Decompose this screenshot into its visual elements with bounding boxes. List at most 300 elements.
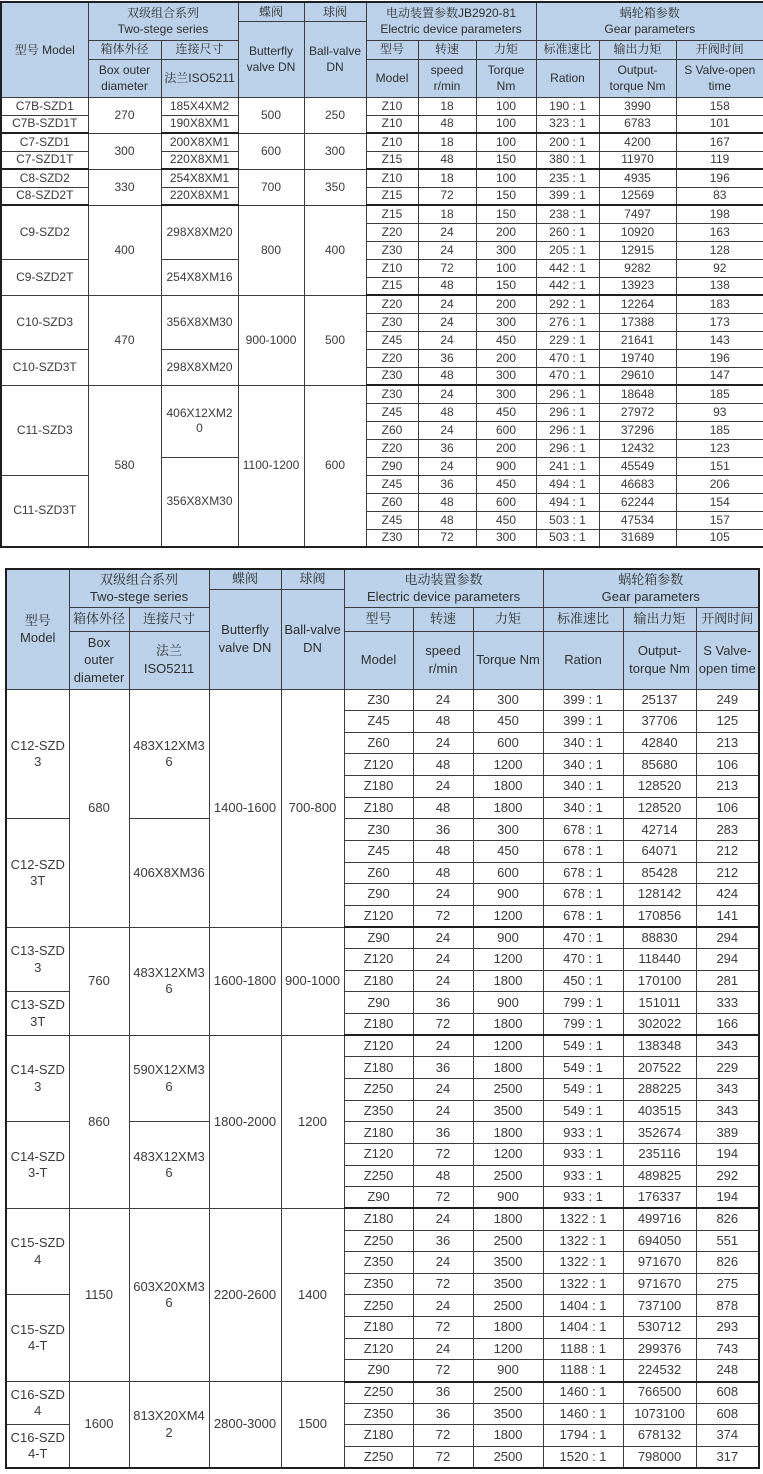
cell-speed: 72 — [418, 529, 476, 547]
cell-speed: 72 — [413, 1446, 473, 1468]
cell-flange-size: 190X8XM1 — [161, 115, 238, 133]
header-speed-cn: 转速 — [413, 607, 473, 631]
cell-device-model: Z180 — [344, 797, 413, 819]
cell-ratio: 296 : 1 — [536, 439, 599, 457]
cell-valve-open-time: 317 — [696, 1446, 759, 1468]
cell-flange-size: 185X4XM2 — [161, 97, 238, 115]
cell-torque: 200 — [476, 223, 536, 241]
cell-ratio: 503 : 1 — [536, 511, 599, 529]
spec-row — [1, 97, 763, 115]
cell-ratio: 1460 : 1 — [543, 1403, 623, 1425]
cell-valve-open-time: 213 — [696, 732, 759, 754]
cell-valve-open-time: 83 — [676, 187, 763, 205]
cell-speed: 24 — [413, 1079, 473, 1101]
cell-output-torque: 19740 — [599, 349, 676, 367]
cell-model: C7-SZD1T — [1, 151, 88, 169]
cell-model: C15-SZD4-T — [6, 1295, 69, 1382]
cell-device-model: Z180 — [344, 1014, 413, 1036]
spec-row — [1, 385, 763, 403]
cell-speed: 36 — [418, 439, 476, 457]
cell-torque: 900 — [473, 1360, 543, 1382]
cell-ratio: 470 : 1 — [543, 949, 623, 971]
header-motor-model-cn: 型号 — [366, 40, 418, 59]
cell-model: C8-SZD2 — [1, 169, 88, 187]
cell-ratio: 549 : 1 — [543, 1100, 623, 1122]
cell-device-model: Z250 — [344, 1446, 413, 1468]
cell-valve-open-time: 158 — [676, 97, 763, 115]
cell-butterfly-valve-dn: 2200-2600 — [209, 1208, 281, 1381]
two-stage-series-spec-table-2 — [5, 568, 760, 1469]
cell-butterfly-valve-dn: 1400-1600 — [209, 689, 281, 927]
cell-ratio: 678 : 1 — [543, 884, 623, 906]
cell-model: C8-SZD2T — [1, 187, 88, 205]
cell-speed: 72 — [413, 1273, 473, 1295]
cell-ratio: 678 : 1 — [543, 819, 623, 841]
cell-device-model: Z90 — [344, 927, 413, 949]
spec-row — [1, 295, 763, 313]
header-box-outer-diameter-en: Box outer diameter — [88, 59, 161, 97]
cell-device-model: Z20 — [366, 223, 418, 241]
spec-row — [6, 927, 759, 949]
table-1-header — [1, 2, 763, 97]
cell-speed: 24 — [413, 732, 473, 754]
cell-device-model: Z20 — [366, 439, 418, 457]
cell-torque: 450 — [476, 331, 536, 349]
cell-output-torque: 29610 — [599, 367, 676, 385]
cell-output-torque: 21641 — [599, 331, 676, 349]
cell-device-model: Z30 — [344, 689, 413, 711]
cell-ratio: 340 : 1 — [543, 776, 623, 798]
cell-torque: 3500 — [473, 1100, 543, 1122]
cell-valve-open-time: 105 — [676, 529, 763, 547]
cell-ratio: 260 : 1 — [536, 223, 599, 241]
cell-model: C9-SZD2T — [1, 259, 88, 295]
header-torque-en: Torque Nm — [476, 59, 536, 97]
cell-valve-open-time: 826 — [696, 1208, 759, 1230]
cell-output-torque: 47534 — [599, 511, 676, 529]
cell-ball-valve-dn: 700-800 — [281, 689, 344, 927]
cell-torque: 1800 — [473, 1208, 543, 1230]
cell-valve-open-time: 154 — [676, 493, 763, 511]
cell-speed: 48 — [418, 403, 476, 421]
header-output-torque-en: Output- torque Nm — [623, 631, 696, 689]
cell-flange-size: 483X12XM36 — [129, 927, 209, 1035]
cell-output-torque: 766500 — [623, 1382, 696, 1404]
cell-ratio: 1322 : 1 — [543, 1230, 623, 1252]
cell-device-model: Z250 — [344, 1230, 413, 1252]
cell-speed: 72 — [413, 1425, 473, 1447]
cell-torque: 2500 — [473, 1382, 543, 1404]
cell-flange-size: 220X8XM1 — [161, 151, 238, 169]
cell-flange-size: 356X8XM30 — [161, 295, 238, 349]
cell-speed: 24 — [413, 776, 473, 798]
cell-speed: 36 — [418, 349, 476, 367]
cell-output-torque: 798000 — [623, 1446, 696, 1468]
cell-output-torque: 288225 — [623, 1079, 696, 1101]
cell-ratio: 494 : 1 — [536, 475, 599, 493]
cell-speed: 24 — [413, 1035, 473, 1057]
cell-torque: 100 — [476, 133, 536, 151]
cell-valve-open-time: 196 — [676, 169, 763, 187]
header-two-stage-series — [88, 2, 238, 40]
cell-output-torque: 46683 — [599, 475, 676, 493]
cell-valve-open-time: 743 — [696, 1338, 759, 1360]
cell-butterfly-valve-dn: 600 — [238, 133, 304, 169]
cell-model: C16-SZD4 — [6, 1382, 69, 1425]
cell-model: C16-SZD4-T — [6, 1425, 69, 1468]
cell-valve-open-time: 167 — [676, 133, 763, 151]
cell-valve-open-time: 92 — [676, 259, 763, 277]
cell-ratio: 1460 : 1 — [543, 1382, 623, 1404]
cell-output-torque: 31689 — [599, 529, 676, 547]
cell-output-torque: 85428 — [623, 862, 696, 884]
cell-output-torque: 118440 — [623, 949, 696, 971]
cell-torque: 450 — [473, 840, 543, 862]
cell-valve-open-time: 185 — [676, 385, 763, 403]
cell-device-model: Z60 — [344, 732, 413, 754]
cell-output-torque: 62244 — [599, 493, 676, 511]
cell-torque: 200 — [476, 439, 536, 457]
cell-torque: 900 — [473, 927, 543, 949]
cell-ball-valve-dn: 350 — [304, 169, 366, 205]
cell-butterfly-valve-dn: 900-1000 — [238, 295, 304, 385]
cell-valve-open-time: 424 — [696, 884, 759, 906]
cell-torque: 2500 — [473, 1446, 543, 1468]
cell-model: C7B-SZD1T — [1, 115, 88, 133]
cell-valve-open-time: 141 — [696, 905, 759, 927]
cell-speed: 48 — [413, 840, 473, 862]
header-model: 型号 Model — [6, 569, 69, 689]
cell-device-model: Z10 — [366, 169, 418, 187]
cell-torque: 900 — [476, 457, 536, 475]
header-butterfly-valve-dn: Butterfly valve DN — [238, 21, 304, 97]
cell-ratio: 503 : 1 — [536, 529, 599, 547]
gear-title-en: Gear parameters — [604, 22, 696, 37]
cell-ball-valve-dn: 400 — [304, 205, 366, 295]
cell-device-model: Z30 — [366, 529, 418, 547]
cell-device-model: Z60 — [344, 862, 413, 884]
cell-ratio: 933 : 1 — [543, 1187, 623, 1209]
header-motor-model-en: Model — [344, 631, 413, 689]
spec-row — [6, 1382, 759, 1404]
cell-torque: 300 — [476, 241, 536, 259]
cell-torque: 900 — [473, 884, 543, 906]
cell-valve-open-time: 608 — [696, 1382, 759, 1404]
cell-device-model: Z120 — [344, 1338, 413, 1360]
cell-torque: 300 — [476, 367, 536, 385]
cell-speed: 18 — [418, 205, 476, 223]
cell-ratio: 340 : 1 — [543, 754, 623, 776]
cell-flange-size: 590X12XM36 — [129, 1035, 209, 1122]
cell-speed: 72 — [413, 1187, 473, 1209]
cell-speed: 36 — [413, 992, 473, 1014]
cell-ratio: 1404 : 1 — [543, 1295, 623, 1317]
header-butterfly-valve-cn: 蝶阀 — [238, 2, 304, 21]
cell-speed: 48 — [413, 754, 473, 776]
cell-valve-open-time: 138 — [676, 277, 763, 295]
header-electric-device-params — [344, 569, 543, 607]
cell-speed: 48 — [418, 511, 476, 529]
cell-valve-open-time: 173 — [676, 313, 763, 331]
cell-speed: 24 — [413, 1338, 473, 1360]
spec-row — [1, 133, 763, 151]
cell-model: C12-SZD3T — [6, 819, 69, 927]
cell-torque: 600 — [473, 862, 543, 884]
gear-title-cn: 蜗轮箱参数 — [619, 6, 680, 21]
cell-speed: 24 — [413, 884, 473, 906]
cell-valve-open-time: 229 — [696, 1057, 759, 1079]
cell-output-torque: 42840 — [623, 732, 696, 754]
cell-speed: 24 — [418, 385, 476, 403]
cell-output-torque: 27972 — [599, 403, 676, 421]
header-speed-en: speed r/min — [413, 631, 473, 689]
cell-butterfly-valve-dn: 800 — [238, 205, 304, 295]
cell-valve-open-time: 213 — [696, 776, 759, 798]
cell-torque: 300 — [473, 689, 543, 711]
cell-torque: 100 — [476, 115, 536, 133]
cell-speed: 48 — [413, 862, 473, 884]
cell-output-torque: 12432 — [599, 439, 676, 457]
cell-ratio: 678 : 1 — [543, 862, 623, 884]
cell-output-torque: 85680 — [623, 754, 696, 776]
cell-valve-open-time: 294 — [696, 949, 759, 971]
cell-ratio: 549 : 1 — [543, 1079, 623, 1101]
cell-device-model: Z180 — [344, 776, 413, 798]
cell-device-model: Z20 — [366, 295, 418, 313]
cell-output-torque: 4935 — [599, 169, 676, 187]
header-output-torque-cn: 输出力矩 — [599, 40, 676, 59]
spec-row — [6, 1035, 759, 1057]
cell-device-model: Z15 — [366, 277, 418, 295]
cell-output-torque: 737100 — [623, 1295, 696, 1317]
cell-output-torque: 37706 — [623, 711, 696, 733]
cell-output-torque: 176337 — [623, 1187, 696, 1209]
cell-valve-open-time: 281 — [696, 970, 759, 992]
cell-valve-open-time: 185 — [676, 421, 763, 439]
cell-device-model: Z10 — [366, 97, 418, 115]
cell-box-outer-diameter: 270 — [88, 97, 161, 133]
cell-device-model: Z10 — [366, 115, 418, 133]
cell-torque: 600 — [473, 732, 543, 754]
header-speed-cn: 转速 — [418, 40, 476, 59]
cell-speed: 36 — [413, 1382, 473, 1404]
cell-speed: 72 — [413, 1014, 473, 1036]
cell-torque: 1200 — [473, 1338, 543, 1360]
cell-flange-size: 254X8XM16 — [161, 259, 238, 295]
cell-ratio: 1794 : 1 — [543, 1425, 623, 1447]
cell-ball-valve-dn: 250 — [304, 97, 366, 133]
header-two-stage-series — [69, 569, 209, 607]
cell-ratio: 1188 : 1 — [543, 1360, 623, 1382]
cell-speed: 36 — [418, 475, 476, 493]
cell-valve-open-time: 878 — [696, 1295, 759, 1317]
cell-ratio: 470 : 1 — [536, 367, 599, 385]
cell-box-outer-diameter: 760 — [69, 927, 129, 1035]
cell-speed: 24 — [418, 457, 476, 475]
cell-device-model: Z120 — [344, 1143, 413, 1165]
header-model: 型号 Model — [1, 2, 88, 97]
cell-torque: 900 — [473, 1187, 543, 1209]
gear-title-en: Gear parameters — [601, 589, 700, 605]
cell-valve-open-time: 119 — [676, 151, 763, 169]
cell-device-model: Z30 — [366, 367, 418, 385]
header-open-time-en: S Valve- open time — [696, 631, 759, 689]
electric-title-cn: 电动装置参数JB2920-81 — [385, 6, 517, 21]
cell-valve-open-time: 101 — [676, 115, 763, 133]
cell-speed: 36 — [413, 1057, 473, 1079]
cell-device-model: Z30 — [366, 385, 418, 403]
cell-box-outer-diameter: 1150 — [69, 1208, 129, 1381]
cell-valve-open-time: 283 — [696, 819, 759, 841]
cell-butterfly-valve-dn: 700 — [238, 169, 304, 205]
cell-ratio: 470 : 1 — [543, 927, 623, 949]
cell-box-outer-diameter: 470 — [88, 295, 161, 385]
cell-ball-valve-dn: 1200 — [281, 1035, 344, 1208]
cell-device-model: Z120 — [344, 949, 413, 971]
cell-torque: 450 — [476, 403, 536, 421]
cell-output-torque: 235116 — [623, 1143, 696, 1165]
cell-device-model: Z90 — [344, 1360, 413, 1382]
cell-output-torque: 170856 — [623, 905, 696, 927]
cell-device-model: Z90 — [366, 457, 418, 475]
cell-flange-size: 813X20XM42 — [129, 1382, 209, 1469]
cell-output-torque: 151011 — [623, 992, 696, 1014]
header-speed-en: speed r/min — [418, 59, 476, 97]
cell-butterfly-valve-dn: 500 — [238, 97, 304, 133]
cell-ratio: 190 : 1 — [536, 97, 599, 115]
header-ratio-en: Ration — [536, 59, 599, 97]
cell-ratio: 549 : 1 — [543, 1057, 623, 1079]
cell-box-outer-diameter: 860 — [69, 1035, 129, 1208]
header-box-outer-diameter-cn: 箱体外径 — [69, 607, 129, 631]
cell-device-model: Z350 — [344, 1273, 413, 1295]
cell-speed: 36 — [413, 819, 473, 841]
header-ratio-cn: 标准速比 — [543, 607, 623, 631]
table-1-body — [1, 97, 763, 547]
cell-torque: 3500 — [473, 1252, 543, 1274]
cell-torque: 300 — [476, 529, 536, 547]
cell-device-model: Z90 — [344, 992, 413, 1014]
cell-device-model: Z180 — [344, 1122, 413, 1144]
cell-torque: 1800 — [473, 1425, 543, 1447]
cell-ratio: 933 : 1 — [543, 1143, 623, 1165]
cell-ratio: 933 : 1 — [543, 1165, 623, 1187]
cell-ratio: 799 : 1 — [543, 992, 623, 1014]
cell-box-outer-diameter: 400 — [88, 205, 161, 295]
cell-output-torque: 403515 — [623, 1100, 696, 1122]
cell-model: C14-SZD3-T — [6, 1122, 69, 1209]
cell-speed: 18 — [418, 97, 476, 115]
cell-device-model: Z45 — [366, 331, 418, 349]
cell-ratio: 1404 : 1 — [543, 1317, 623, 1339]
cell-box-outer-diameter: 1600 — [69, 1382, 129, 1469]
cell-device-model: Z180 — [344, 1057, 413, 1079]
cell-device-model: Z120 — [344, 754, 413, 776]
cell-ratio: 380 : 1 — [536, 151, 599, 169]
header-box-outer-diameter-cn: 箱体外径 — [88, 40, 161, 59]
cell-device-model: Z10 — [366, 259, 418, 277]
cell-ratio: 296 : 1 — [536, 403, 599, 421]
cell-torque: 450 — [476, 511, 536, 529]
cell-ratio: 235 : 1 — [536, 169, 599, 187]
cell-torque: 100 — [476, 169, 536, 187]
cell-valve-open-time: 249 — [696, 689, 759, 711]
header-motor-model-cn: 型号 — [344, 607, 413, 631]
cell-ratio: 399 : 1 — [543, 689, 623, 711]
cell-speed: 72 — [418, 187, 476, 205]
cell-speed: 24 — [413, 1295, 473, 1317]
cell-ratio: 799 : 1 — [543, 1014, 623, 1036]
cell-ball-valve-dn: 900-1000 — [281, 927, 344, 1035]
cell-device-model: Z250 — [344, 1165, 413, 1187]
cell-model: C11-SZD3T — [1, 475, 88, 547]
cell-ratio: 549 : 1 — [543, 1035, 623, 1057]
cell-speed: 24 — [418, 241, 476, 259]
cell-ratio: 1322 : 1 — [543, 1273, 623, 1295]
cell-speed: 36 — [413, 1230, 473, 1252]
cell-speed: 24 — [413, 689, 473, 711]
cell-speed: 24 — [418, 313, 476, 331]
cell-device-model: Z250 — [344, 1079, 413, 1101]
cell-output-torque: 128520 — [623, 797, 696, 819]
cell-output-torque: 128520 — [623, 776, 696, 798]
cell-output-torque: 352674 — [623, 1122, 696, 1144]
cell-valve-open-time: 275 — [696, 1273, 759, 1295]
cell-valve-open-time: 294 — [696, 927, 759, 949]
cell-box-outer-diameter: 300 — [88, 133, 161, 169]
header-connection-size-cn: 连接尺寸 — [161, 40, 238, 59]
table-2-header — [6, 569, 759, 689]
cell-valve-open-time: 166 — [696, 1014, 759, 1036]
cell-device-model: Z15 — [366, 205, 418, 223]
cell-output-torque: 6783 — [599, 115, 676, 133]
cell-ratio: 678 : 1 — [543, 905, 623, 927]
cell-output-torque: 170100 — [623, 970, 696, 992]
cell-device-model: Z60 — [366, 421, 418, 439]
cell-box-outer-diameter: 580 — [88, 385, 161, 547]
header-ball-valve-cn: 球阀 — [304, 2, 366, 21]
cell-torque: 1800 — [473, 970, 543, 992]
cell-ratio: 276 : 1 — [536, 313, 599, 331]
cell-output-torque: 971670 — [623, 1252, 696, 1274]
cell-torque: 300 — [476, 385, 536, 403]
cell-device-model: Z60 — [366, 493, 418, 511]
cell-ratio: 450 : 1 — [543, 970, 623, 992]
cell-torque: 2500 — [473, 1230, 543, 1252]
cell-device-model: Z45 — [366, 511, 418, 529]
cell-output-torque: 302022 — [623, 1014, 696, 1036]
cell-flange-size: 298X8XM20 — [161, 205, 238, 259]
cell-ball-valve-dn: 500 — [304, 295, 366, 385]
cell-output-torque: 678132 — [623, 1425, 696, 1447]
cell-device-model: Z180 — [344, 1425, 413, 1447]
cell-device-model: Z15 — [366, 151, 418, 169]
cell-device-model: Z45 — [344, 711, 413, 733]
cell-valve-open-time: 212 — [696, 862, 759, 884]
header-electric-device-params — [366, 2, 536, 40]
cell-speed: 24 — [413, 1208, 473, 1230]
cell-flange-size: 254X8XM1 — [161, 169, 238, 187]
cell-ratio: 442 : 1 — [536, 259, 599, 277]
cell-torque: 3500 — [473, 1273, 543, 1295]
header-box-outer-diameter-en: Box outer diameter — [69, 631, 129, 689]
cell-model: C10-SZD3 — [1, 295, 88, 349]
cell-torque: 150 — [476, 151, 536, 169]
cell-output-torque: 489825 — [623, 1165, 696, 1187]
header-butterfly-valve-dn: Butterfly valve DN — [209, 589, 281, 689]
header-connection-size-cn: 连接尺寸 — [129, 607, 209, 631]
cell-valve-open-time: 163 — [676, 223, 763, 241]
